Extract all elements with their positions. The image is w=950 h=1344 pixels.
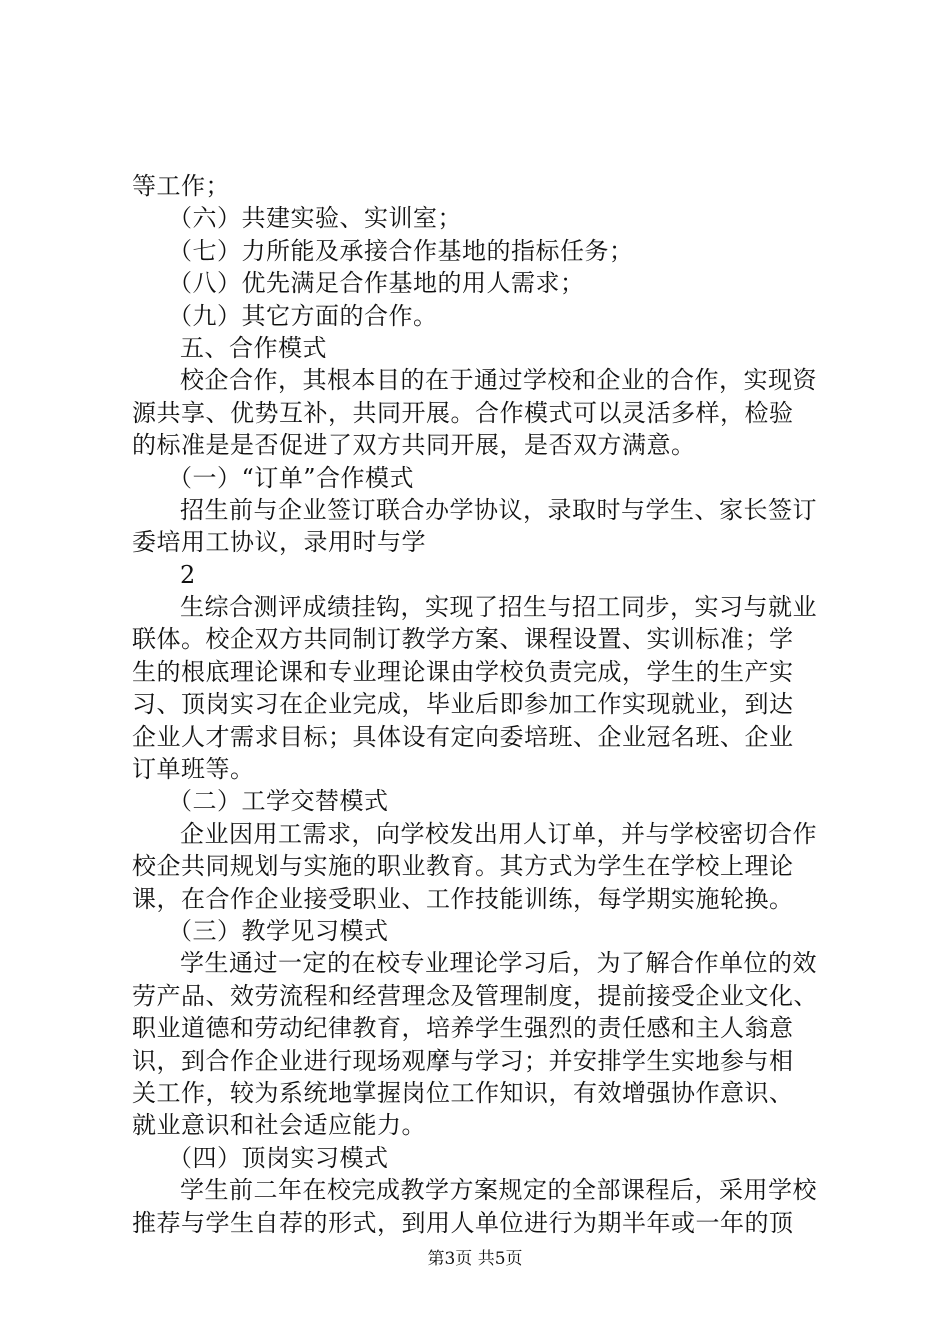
- paragraph-line: 生综合测评成绩挂钩，实现了招生与招工同步，实习与就业: [180, 593, 817, 622]
- paragraph-line: 就业意识和社会适应能力。: [132, 1111, 426, 1140]
- paragraph-line: 企业人才需求目标；具体设有定向委培班、企业冠名班、企业: [132, 722, 794, 751]
- paragraph-line: 关工作，较为系统地掌握岗位工作知识，有效增强协作意识、: [132, 1078, 794, 1107]
- paragraph-line: 课，在合作企业接受职业、工作技能训练，每学期实施轮换。: [132, 884, 794, 913]
- page-number-label: 第3页 共5页: [427, 1249, 523, 1269]
- paragraph-line: 推荐与学生自荐的形式，到用人单位进行为期半年或一年的顶: [132, 1208, 794, 1237]
- paragraph-line: 订单班等。: [132, 755, 255, 784]
- paragraph-line: 职业道德和劳动纪律教育，培养学生强烈的责任感和主人翁意: [132, 1014, 794, 1043]
- paragraph-line: 委培用工协议，录用时与学: [132, 528, 426, 557]
- inline-page-number: 2: [180, 560, 196, 589]
- subsection-heading: （三）教学见习模式: [168, 916, 389, 945]
- list-item-line: （七）力所能及承接合作基地的指标任务；: [168, 236, 634, 265]
- paragraph-line: 联体。校企双方共同制订教学方案、课程设置、实训标准；学: [132, 625, 794, 654]
- paragraph-line: 校企合作，其根本目的在于通过学校和企业的合作，实现资: [180, 366, 817, 395]
- document-body: [132, 170, 832, 1239]
- paragraph-line: 源共享、优势互补，共同开展。合作模式可以灵活多样，检验: [132, 398, 794, 427]
- list-item-line: （八）优先满足合作基地的用人需求；: [168, 269, 585, 298]
- paragraph-line: 学生前二年在校完成教学方案规定的全部课程后，采用学校: [180, 1176, 817, 1205]
- paragraph-line: 企业因用工需求，向学校发出用人订单，并与学校密切合作: [180, 819, 817, 848]
- paragraph-line: 劳产品、效劳流程和经营理念及管理制度，提前接受企业文化、: [132, 981, 818, 1010]
- subsection-heading: （一）“订单”合作模式: [168, 463, 415, 492]
- subsection-heading: （二）工学交替模式: [168, 787, 389, 816]
- subsection-heading: （四）顶岗实习模式: [168, 1143, 389, 1172]
- paragraph-line: 校企共同规划与实施的职业教育。其方式为学生在学校上理论: [132, 852, 794, 881]
- paragraph-line: 学生通过一定的在校专业理论学习后，为了解合作单位的效: [180, 949, 817, 978]
- paragraph-line: 识，到合作企业进行现场观摩与学习；并安排学生实地参与相: [132, 1046, 794, 1075]
- page-footer: [0, 1244, 950, 1269]
- paragraph-line: 招生前与企业签订联合办学协议，录取时与学生、家长签订: [180, 495, 817, 524]
- section-heading: 五、合作模式: [180, 333, 327, 362]
- list-item-line: （六）共建实验、实训室；: [168, 204, 462, 233]
- paragraph-line: 习、顶岗实习在企业完成，毕业后即参加工作实现就业，到达: [132, 690, 794, 719]
- paragraph-line: 的标准是是否促进了双方共同开展，是否双方满意。: [132, 431, 696, 460]
- body-line: 等工作；: [132, 172, 230, 200]
- paragraph-line: 生的根底理论课和专业理论课由学校负责完成，学生的生产实: [132, 657, 794, 686]
- list-item-line: （九）其它方面的合作。: [168, 301, 438, 330]
